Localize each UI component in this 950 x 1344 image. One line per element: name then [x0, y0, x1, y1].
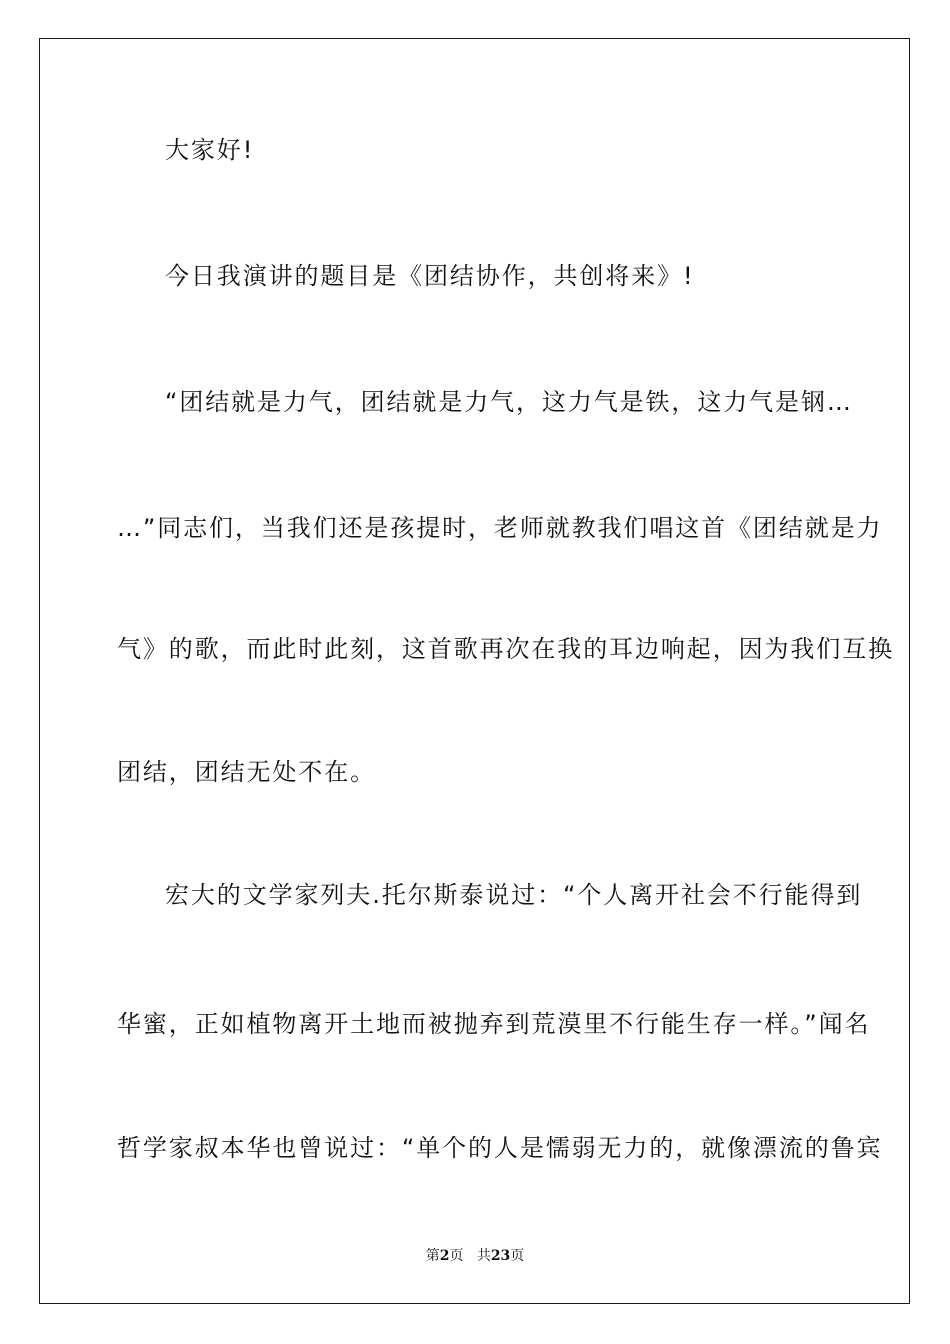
paragraph-line: “团结就是力气，团结就是力气，这力气是铁，这力气是钢… [165, 388, 853, 416]
footer-total-suffix: 页 [510, 1248, 525, 1264]
footer-page-suffix: 页 [449, 1248, 464, 1264]
paragraph-line: 大家好! [165, 136, 255, 164]
paragraph-line: 华蜜，正如植物离开土地而被抛弃到荒漠里不行能生存一样。”闻名 [117, 1010, 871, 1038]
paragraph-line: 团结，团结无处不在。 [117, 758, 376, 786]
footer-page-prefix: 第 [425, 1248, 440, 1264]
footer-total-pages: 23 [490, 1248, 511, 1264]
page-frame [39, 38, 910, 1304]
paragraph-line: 气》的歌，而此时此刻，这首歌再次在我的耳边响起，因为我们互换 [117, 635, 894, 663]
footer-page-number: 2 [439, 1248, 450, 1264]
footer-total-prefix: 共 [476, 1248, 491, 1264]
paragraph-line: 哲学家叔本华也曾说过：“单个的人是懦弱无力的，就像漂流的鲁宾 [117, 1134, 883, 1162]
paragraph-line: 宏大的文学家列夫.托尔斯泰说过：“个人离开社会不行能得到 [165, 881, 863, 909]
paragraph-line: …”同志们，当我们还是孩提时，老师就教我们唱这首《团结就是力 [117, 514, 883, 542]
page-footer [0, 1246, 950, 1266]
paragraph-line: 今日我演讲的题目是《团结协作，共创将来》! [165, 262, 695, 290]
